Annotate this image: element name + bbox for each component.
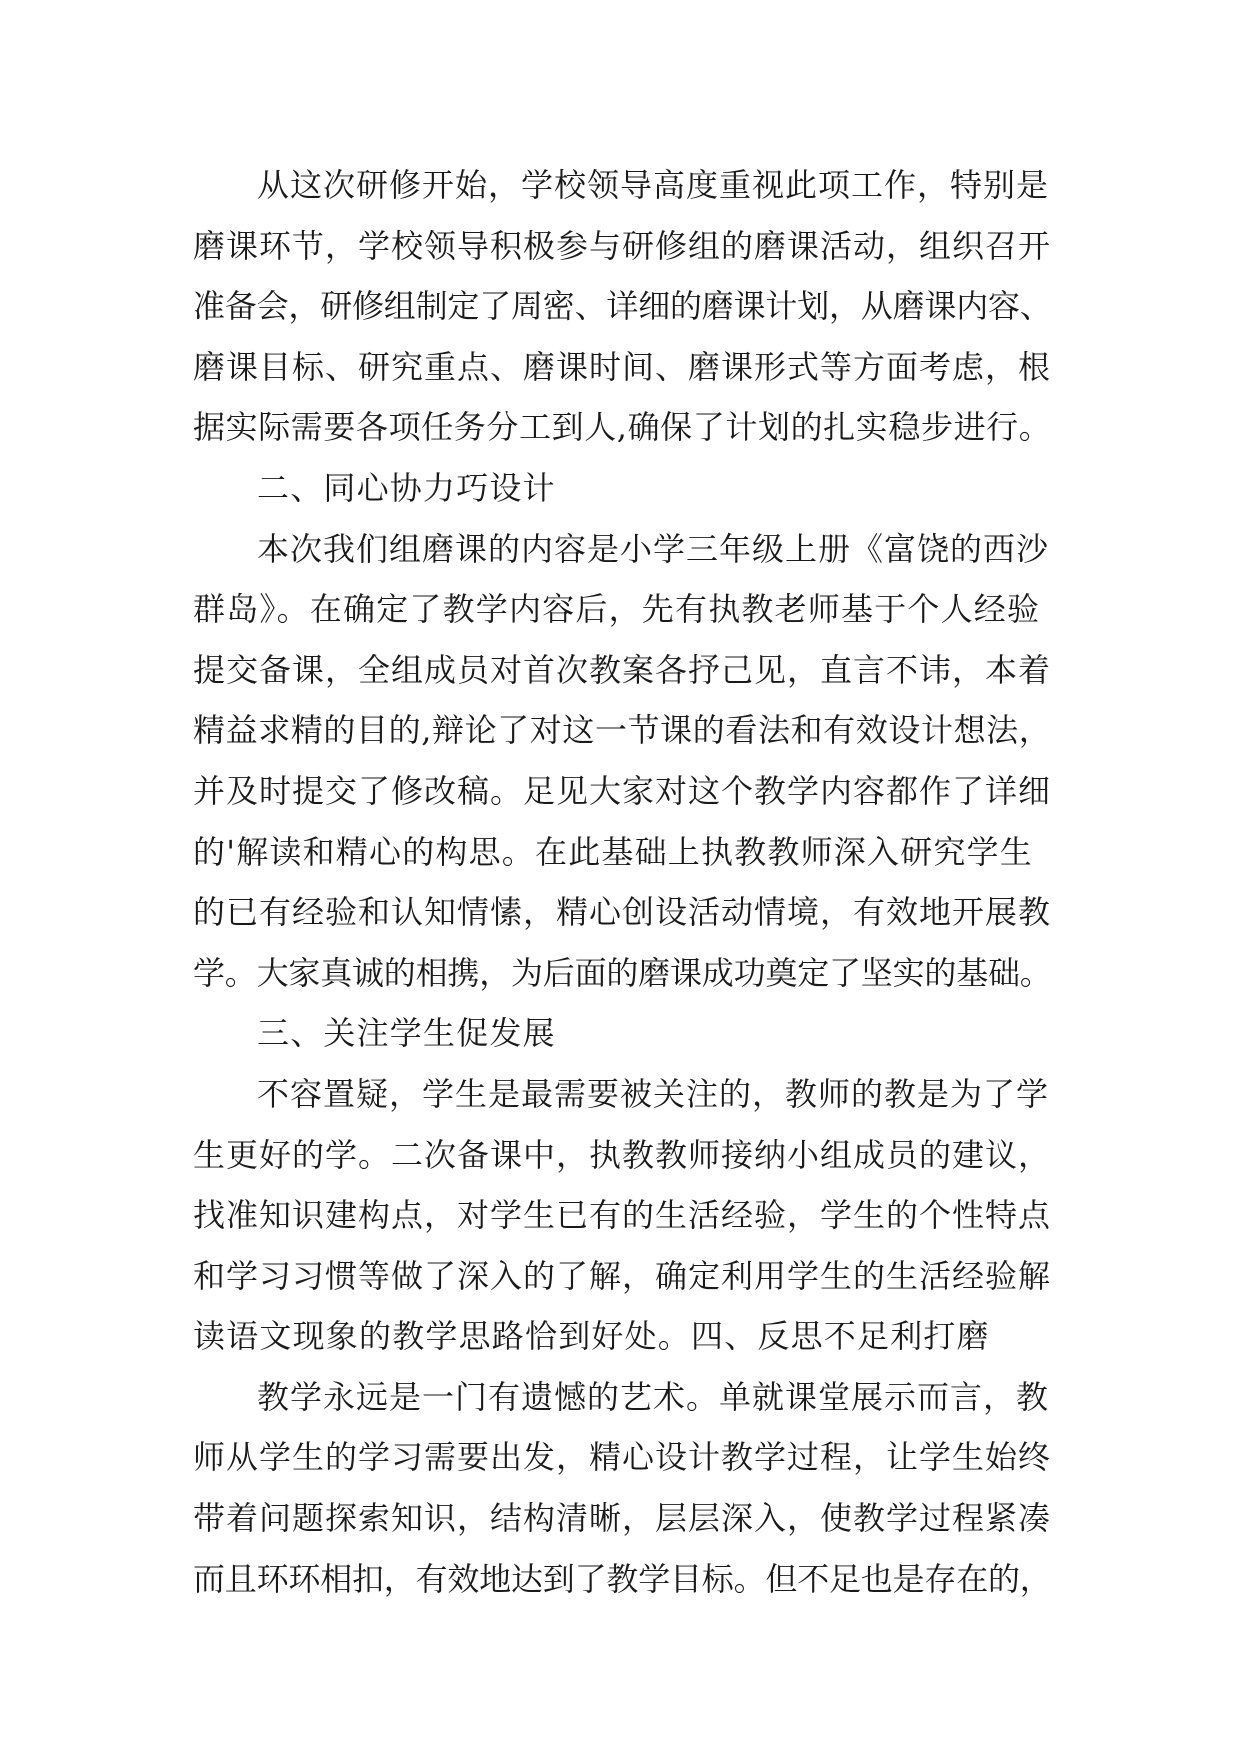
paragraph-line: 群岛》。在确定了教学内容后，先有执教老师基于个人经验 (193, 590, 1041, 629)
paragraph-line: 带着问题探索知识，结构清晰，层层深入，使教学过程紧凑 (193, 1499, 1052, 1538)
paragraph-line: 的'解读和精心的构思。在此基础上执教教师深入研究学生 (193, 832, 1033, 871)
paragraph-line: 不容置疑，学生是最需要被关注的，教师的教是为了学 (257, 1074, 1050, 1113)
paragraph-line: 磨课目标、研究重点、磨课时间、磨课形式等方面考虑，根 (193, 347, 1052, 386)
paragraph-line: 的已有经验和认知情愫，精心创设活动情境，有效地开展教 (193, 893, 1052, 932)
paragraph-line: 据实际需要各项任务分工到人,确保了计划的扎实稳步进行。 (193, 408, 1052, 447)
paragraph-line: 并及时提交了修改稿。足见大家对这个教学内容都作了详细 (193, 771, 1052, 810)
paragraph-line: 而且环环相扣，有效地达到了教学目标。但不足也是存在的， (193, 1559, 1052, 1598)
paragraph-line: 找准知识建构点，对学生已有的生活经验，学生的个性特点 (193, 1196, 1052, 1235)
paragraph-line: 教学永远是一门有遗憾的艺术。单就课堂展示而言，教 (257, 1377, 1050, 1416)
paragraph-line: 磨课环节，学校领导积极参与研修组的磨课活动，组织召开 (193, 226, 1052, 265)
section-heading: 三、关注学生促发展 (257, 1014, 556, 1053)
paragraph-line: 准备会，研修组制定了周密、详细的磨课计划，从磨课内容、 (193, 287, 1052, 326)
paragraph-line: 提交备课，全组成员对首次教案各抒己见，直言不讳，本着 (193, 650, 1052, 689)
paragraph-line: 师从学生的学习需要出发，精心设计教学过程，让学生始终 (193, 1438, 1052, 1477)
paragraph-line: 和学习习惯等做了深入的了解，确定利用学生的生活经验解 (193, 1256, 1052, 1295)
section-heading: 二、同心协力巧设计 (257, 468, 556, 507)
paragraph-line: 学。大家真诚的相携，为后面的磨课成功奠定了坚实的基础。 (193, 953, 1052, 992)
paragraph-line: 精益求精的目的,辩论了对这一节课的看法和有效设计想法， (193, 711, 1052, 750)
paragraph-line: 本次我们组磨课的内容是小学三年级上册《富饶的西沙 (257, 529, 1050, 568)
document-body (193, 155, 1053, 1609)
paragraph-line: 生更好的学。二次备课中，执教教师接纳小组成员的建议， (193, 1135, 1052, 1174)
paragraph-line: 读语文现象的教学思路恰到好处。四、反思不足利打磨 (193, 1317, 990, 1356)
paragraph-line: 从这次研修开始，学校领导高度重视此项工作，特别是 (257, 166, 1050, 204)
